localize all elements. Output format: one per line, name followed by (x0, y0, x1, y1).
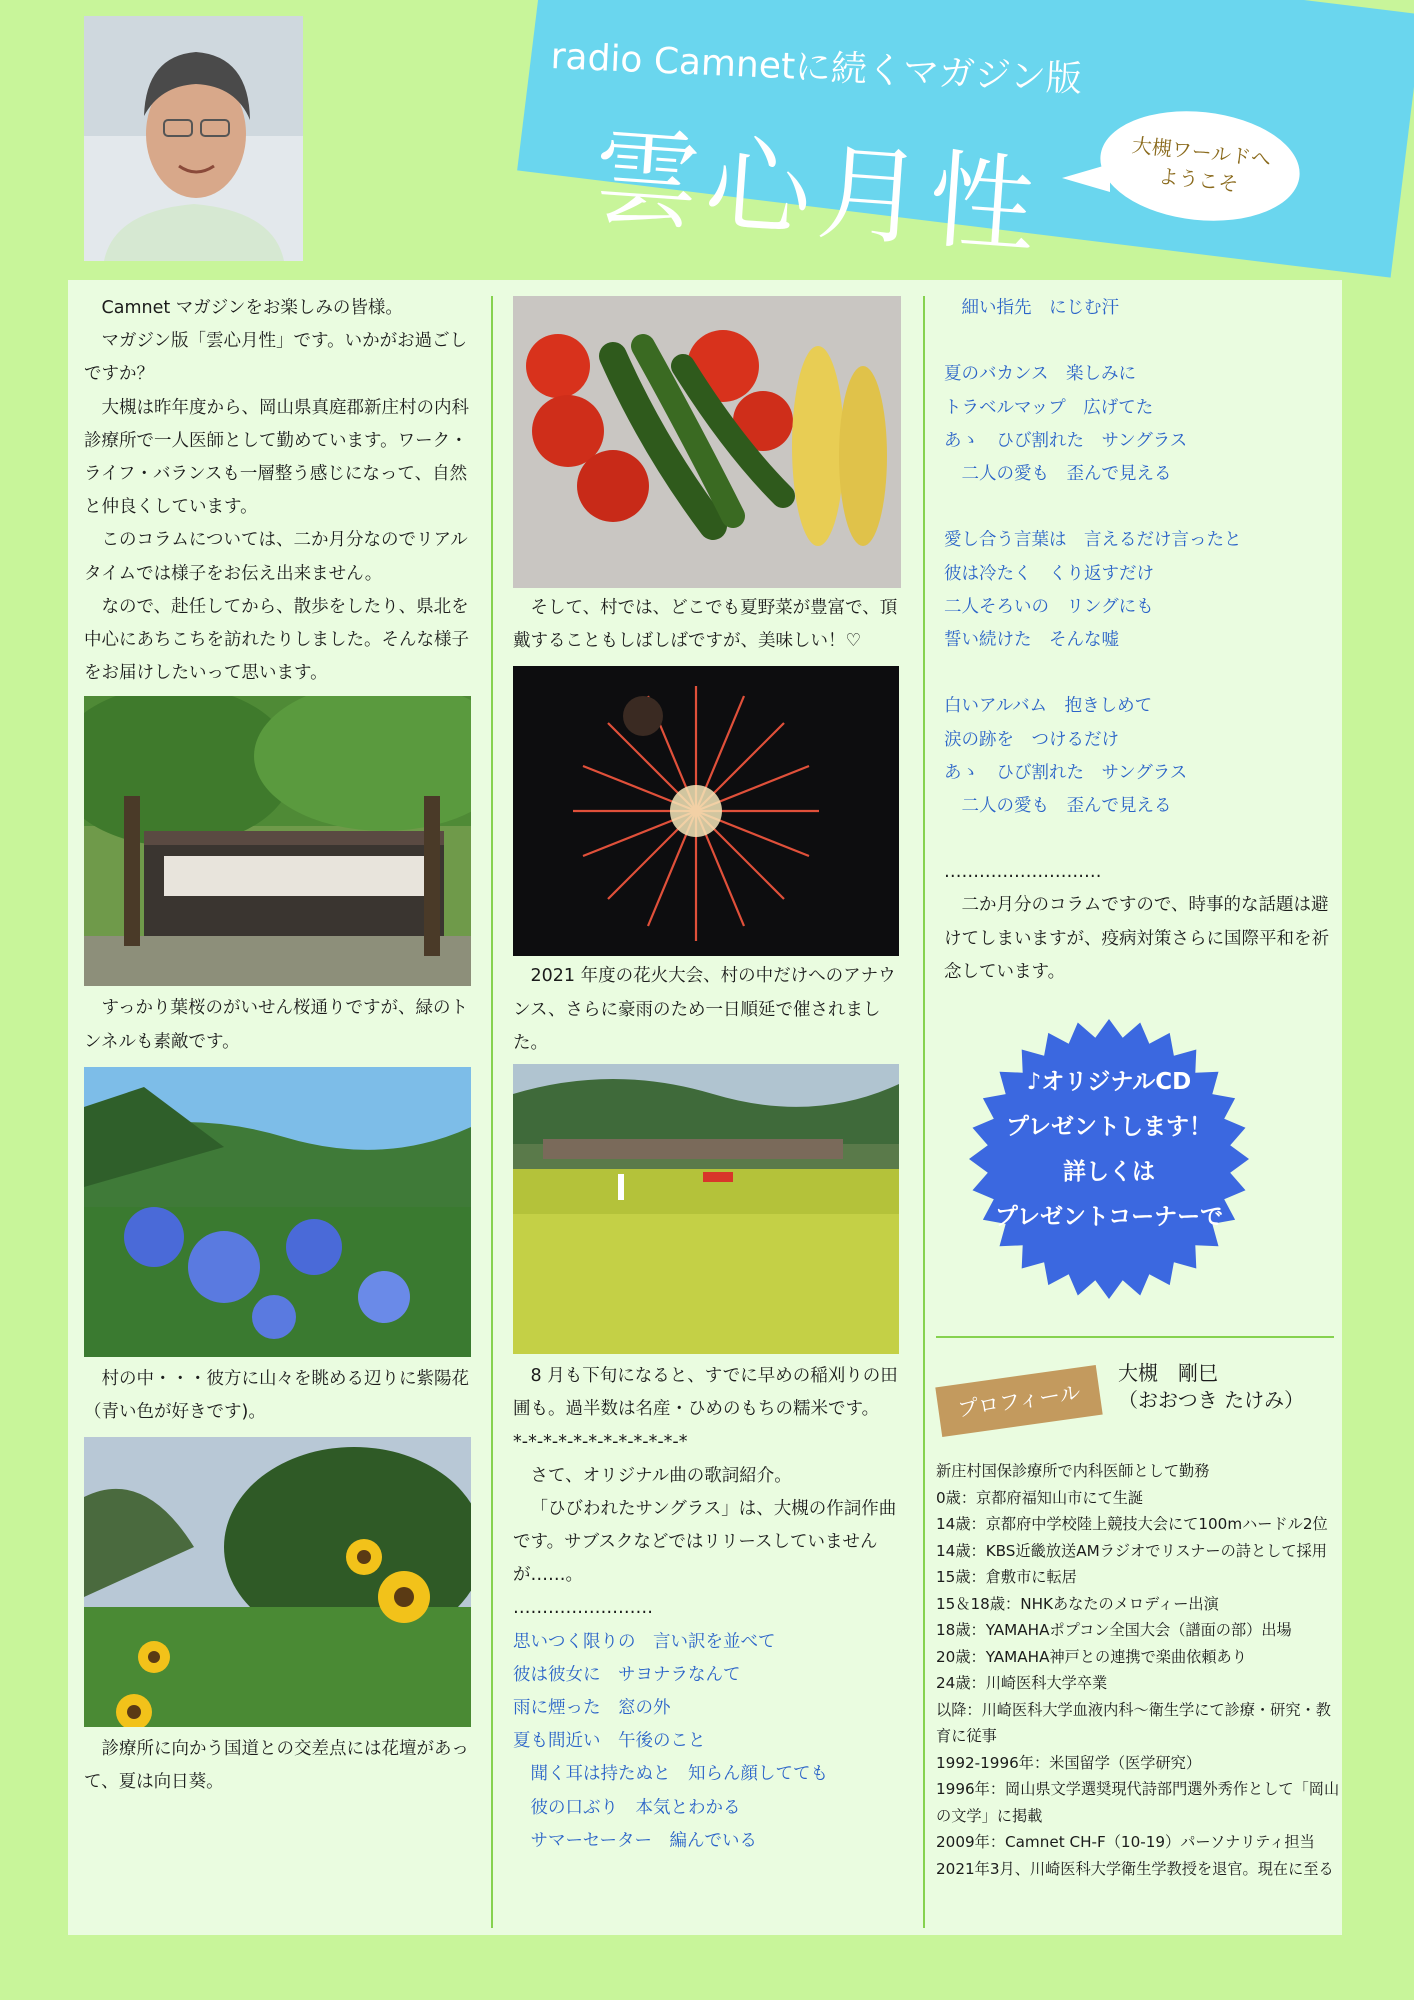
profile-item: 1992-1996年：米国留学（医学研究） (936, 1753, 1202, 1772)
profile-item: 15＆18歳：NHKあなたのメロディー出演 (936, 1594, 1219, 1613)
sunflower-photo (84, 1437, 471, 1727)
lyric-line (944, 657, 1336, 690)
profile-divider (936, 1336, 1334, 1338)
profile-reading: （おおつき たけみ） (1118, 1388, 1305, 1412)
rice-field-photo (513, 1064, 899, 1354)
dotted-separator: ……………………… (944, 862, 1102, 883)
cd-present-text (968, 1060, 1250, 1240)
burst-line: プレゼントします！ (1005, 1114, 1213, 1140)
lyric-line: 夏のバカンス 楽しみに (944, 364, 1136, 385)
profile-item: 18歳：YAMAHAポプコン全国大会（譜面の部）出場 (936, 1621, 1292, 1639)
lyric-line (944, 325, 1336, 358)
fireworks-photo (513, 666, 899, 956)
lyric-line: 二人の愛も 歪んで見える (944, 464, 1172, 484)
photo-caption: 8 月も下旬になると、すでに早めの稲刈りの田圃も。過半数は名産・ひめのもちの糯米です。 (513, 1366, 898, 1420)
dotted-separator: …………………… (513, 1598, 653, 1619)
lyric-line (944, 491, 1336, 524)
lyrics-intro: さて、オリジナル曲の歌詞紹介。 (530, 1465, 792, 1486)
profile-item: 2009年：Camnet CH-F（10-19）パーソナリティ担当 (936, 1833, 1315, 1851)
lyric-line: 彼は冷たく くり返すだけ (944, 563, 1154, 584)
profile-item: 15歳：倉敷市に転居 (936, 1568, 1077, 1586)
banner-subtitle: radio Camnetに続くマガジン版 (549, 35, 1083, 101)
author-portrait (84, 16, 303, 261)
photo-caption: 診療所に向かう国道との交差点には花壇があって、夏は向日葵。 (84, 1739, 469, 1793)
column-divider (491, 296, 493, 1928)
lyric-line: 二人そろいの リングにも (944, 596, 1154, 617)
profile-item: 20歳：YAMAHA神戸との連携で楽曲依頼あり (936, 1647, 1247, 1666)
photo-caption: 2021 年度の花火大会、村の中だけへのアナウンス、さらに豪雨のため一日順延で催されました。 (513, 966, 896, 1053)
photo-caption: すっかり葉桜のがいせん桜通りですが、緑のトンネルも素敵です。 (84, 998, 468, 1052)
separator-line: *-*-*-*-*-*-*-*-*-*-*-* (513, 1432, 688, 1453)
column-3 (944, 292, 1336, 989)
lyric-line: 雨に煙った 窓の外 (513, 1698, 671, 1719)
lyric-line: 聞く耳は持たぬと 知らん顔してても (513, 1764, 828, 1785)
burst-line: ♪オリジナルCD (1026, 1069, 1192, 1095)
profile-item: 1996年：岡山県文学選奨現代詩部門選外秀作として「岡山の文学」に掲載 (936, 1780, 1340, 1825)
lyric-line: 細い指先 にじむ汗 (944, 298, 1119, 318)
lyric-line: 彼の口ぶり 本気とわかる (513, 1797, 741, 1818)
profile-name: 大槻 剛巳 (1118, 1361, 1218, 1385)
lyric-line: 二人の愛も 歪んで見える (944, 796, 1172, 816)
profile-tag: プロフィール (935, 1365, 1102, 1437)
profile-item: 新庄村国保診療所で内科医師として勤務 (936, 1462, 1210, 1480)
lyric-line: あゝ ひび割れた サングラス (944, 430, 1188, 451)
burst-line: プレゼントコーナーで (994, 1204, 1224, 1230)
lyric-line: トラベルマップ 広げてた (944, 397, 1154, 418)
intro-paragraph: なので、赴任してから、散歩をしたり、県北を中心にあちこちを訪れたりしました。そんな様子をお届けしたいって思います。 (84, 596, 469, 684)
lyric-line: 誓い続けた そんな嘘 (944, 630, 1119, 650)
profile-item: 24歳：川崎医科大学卒業 (936, 1674, 1108, 1692)
column-1 (84, 292, 472, 1800)
burst-line: 詳しくは (1063, 1159, 1155, 1185)
lyric-line: あゝ ひび割れた サングラス (944, 762, 1188, 783)
lyric-line: 夏も間近い 午後のこと (513, 1731, 706, 1752)
column-divider (923, 296, 925, 1928)
intro-paragraph: マガジン版「雲心月性」です。いかがお過ごしですか？ (84, 331, 468, 385)
profile-list (936, 1458, 1344, 1882)
intro-paragraph: 大槻は昨年度から、岡山県真庭郡新庄村の内科診療所で一人医師として勤めています。ワーク・ライフ・バランスも一層整う感じになって、自然と仲良くしています。 (84, 397, 469, 518)
intro-paragraph: Camnet マガジンをお楽しみの皆様。 (101, 298, 403, 318)
lyrics-intro: 「ひびわれたサングラス」は、大槻の作詞作曲です。サブスクなどではリリースしていませんが……。 (513, 1498, 897, 1586)
lyric-line: 彼は彼女に サヨナラなんて (513, 1664, 741, 1685)
photo-caption: 村の中・・・彼方に山々を眺める辺りに紫陽花（青い色が好きです)。 (84, 1368, 469, 1423)
lyric-line: 思いつく限りの 言い訳を並べて (513, 1631, 776, 1652)
magazine-title: 雲心月性 (589, 114, 1046, 269)
photo-caption: そして、村では、どこでも夏野菜が豊富で、頂戴することもしばしばですが、美味しい！♡ (513, 598, 898, 652)
summer-vegetables-photo (513, 296, 901, 588)
cherry-tree-road-photo (84, 696, 471, 986)
profile-item: 以降：川崎医科大学血液内科～衛生学にて診療・研究・教育に従事 (936, 1700, 1331, 1745)
lyric-line: サマーセーター 編んでいる (513, 1830, 757, 1851)
profile-item: 14歳：KBS近畿放送AMラジオでリスナーの詩として採用 (936, 1541, 1327, 1560)
lyric-line: 白いアルバム 抱きしめて (944, 696, 1153, 717)
closing-paragraph: 二か月分のコラムですので、時事的な話題は避けてしまいますが、疫病対策さらに国際平和を祈念しています。 (944, 895, 1329, 982)
lyric-line: 愛し合う言葉は 言えるだけ言ったと (944, 530, 1242, 551)
profile-item: 0歳：京都府福知山市にて生誕 (936, 1488, 1144, 1507)
bubble-line-2: ようこそ (1157, 163, 1240, 197)
bubble-line-1: 大槻ワールドへ (1130, 132, 1273, 172)
intro-paragraph: このコラムについては、二か月分なのでリアルタイムでは様子をお伝え出来ません。 (84, 530, 468, 584)
profile-name-block (1118, 1360, 1304, 1414)
profile-item: 2021年3月、川崎医科大学衛生学教授を退官。現在に至る (936, 1859, 1334, 1878)
lyric-line: 涙の跡を つけるだけ (944, 729, 1119, 750)
column-2 (513, 292, 905, 1858)
profile-item: 14歳：京都府中学校陸上競技大会にて100mハードル2位 (936, 1515, 1328, 1533)
hydrangea-photo (84, 1067, 471, 1357)
